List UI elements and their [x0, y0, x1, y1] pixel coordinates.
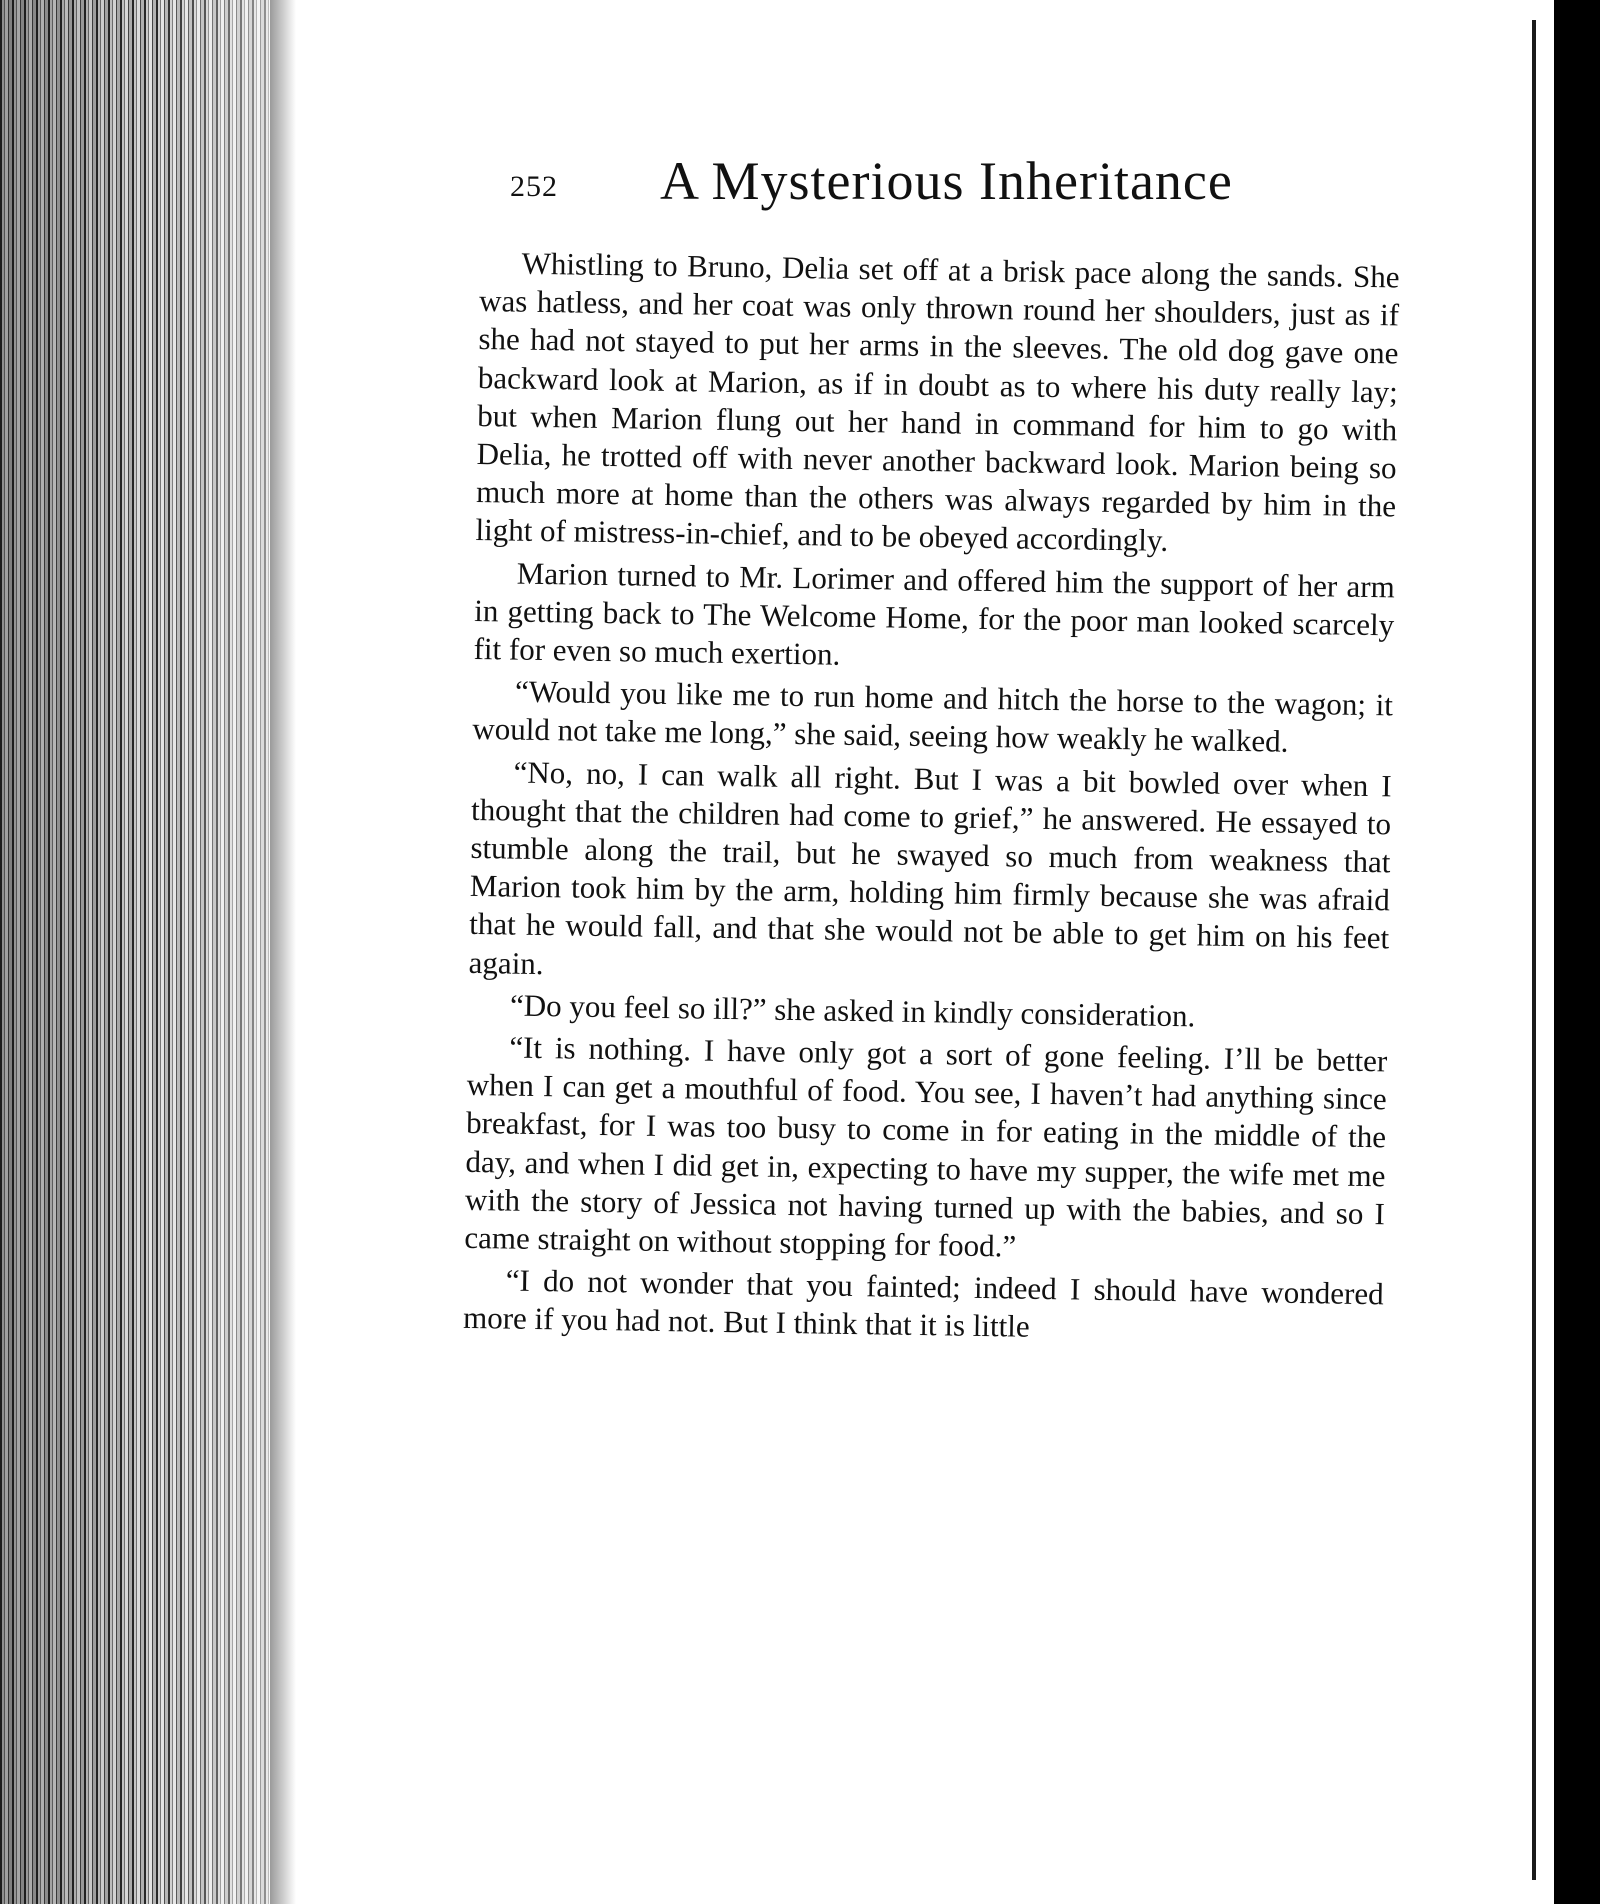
- running-head: [480, 150, 1400, 230]
- book-page-edges: [0, 0, 282, 1904]
- page-body: [463, 244, 1400, 1352]
- book-page: [462, 150, 1400, 1345]
- paragraph: “No, no, I can walk all right. But I was a bit bowled over when I thought that the children had come to grief,” he answered. He essayed to stumble along the trail, but he swayed so much from weakness that Marion took him by the arm, holding him firmly because she was afraid that he would fall, and that she would not be able to get him on his feet again.: [468, 754, 1392, 981]
- paragraph: Whistling to Bruno, Delia set off at a brisk pace along the sands. She was hatless, and her coat was only thrown round her shoulders, just as if she had not stayed to put her arms in the sleeves. The old dog gave one backward look at Marion, as if in doubt as to where his duty really lay; but when Marion flung out her hand in command for him to go with Delia, he trotted off with never another backward look. Marion being so much more at home than the others was always regarded by him in the light of mistress-in-chief, and to be obeyed accordingly.: [475, 245, 1400, 559]
- page-number: 252: [510, 170, 558, 203]
- paragraph: “I do not wonder that you fainted; indeed I should have wondered more if you had not. But I think that it is little: [462, 1262, 1384, 1345]
- paragraph: “Would you like me to run home and hitch the horse to the wagon; it would not take me long,” she said, seeing how weakly he walked.: [472, 673, 1394, 760]
- scan-right-border: [1554, 0, 1600, 1904]
- paragraph: Marion turned to Mr. Lorimer and offered him the support of her arm in getting back to The Welcome Home, for the poor man looked scarcely fit for even so much exertion.: [473, 555, 1396, 672]
- right-margin-rule: [1532, 20, 1536, 1880]
- running-title: A Mysterious Inheritance: [660, 151, 1233, 211]
- paragraph: “Do you feel so ill?” she asked in kindly consideration.: [509, 987, 1196, 1034]
- gutter-shadow: [270, 0, 296, 1904]
- paragraph: “It is nothing. I have only got a sort of gone feeling. I’ll be better when I can get a mouthful of food. You see, I haven’t had anything since breakfast, for I was too busy to come in for eating in the middle of the day, and when I did get in, expecting to have my supper, the wife met me with the story of Jessica not having turned up with the babies, and so I came straight on without stopping for food.”: [464, 1029, 1388, 1264]
